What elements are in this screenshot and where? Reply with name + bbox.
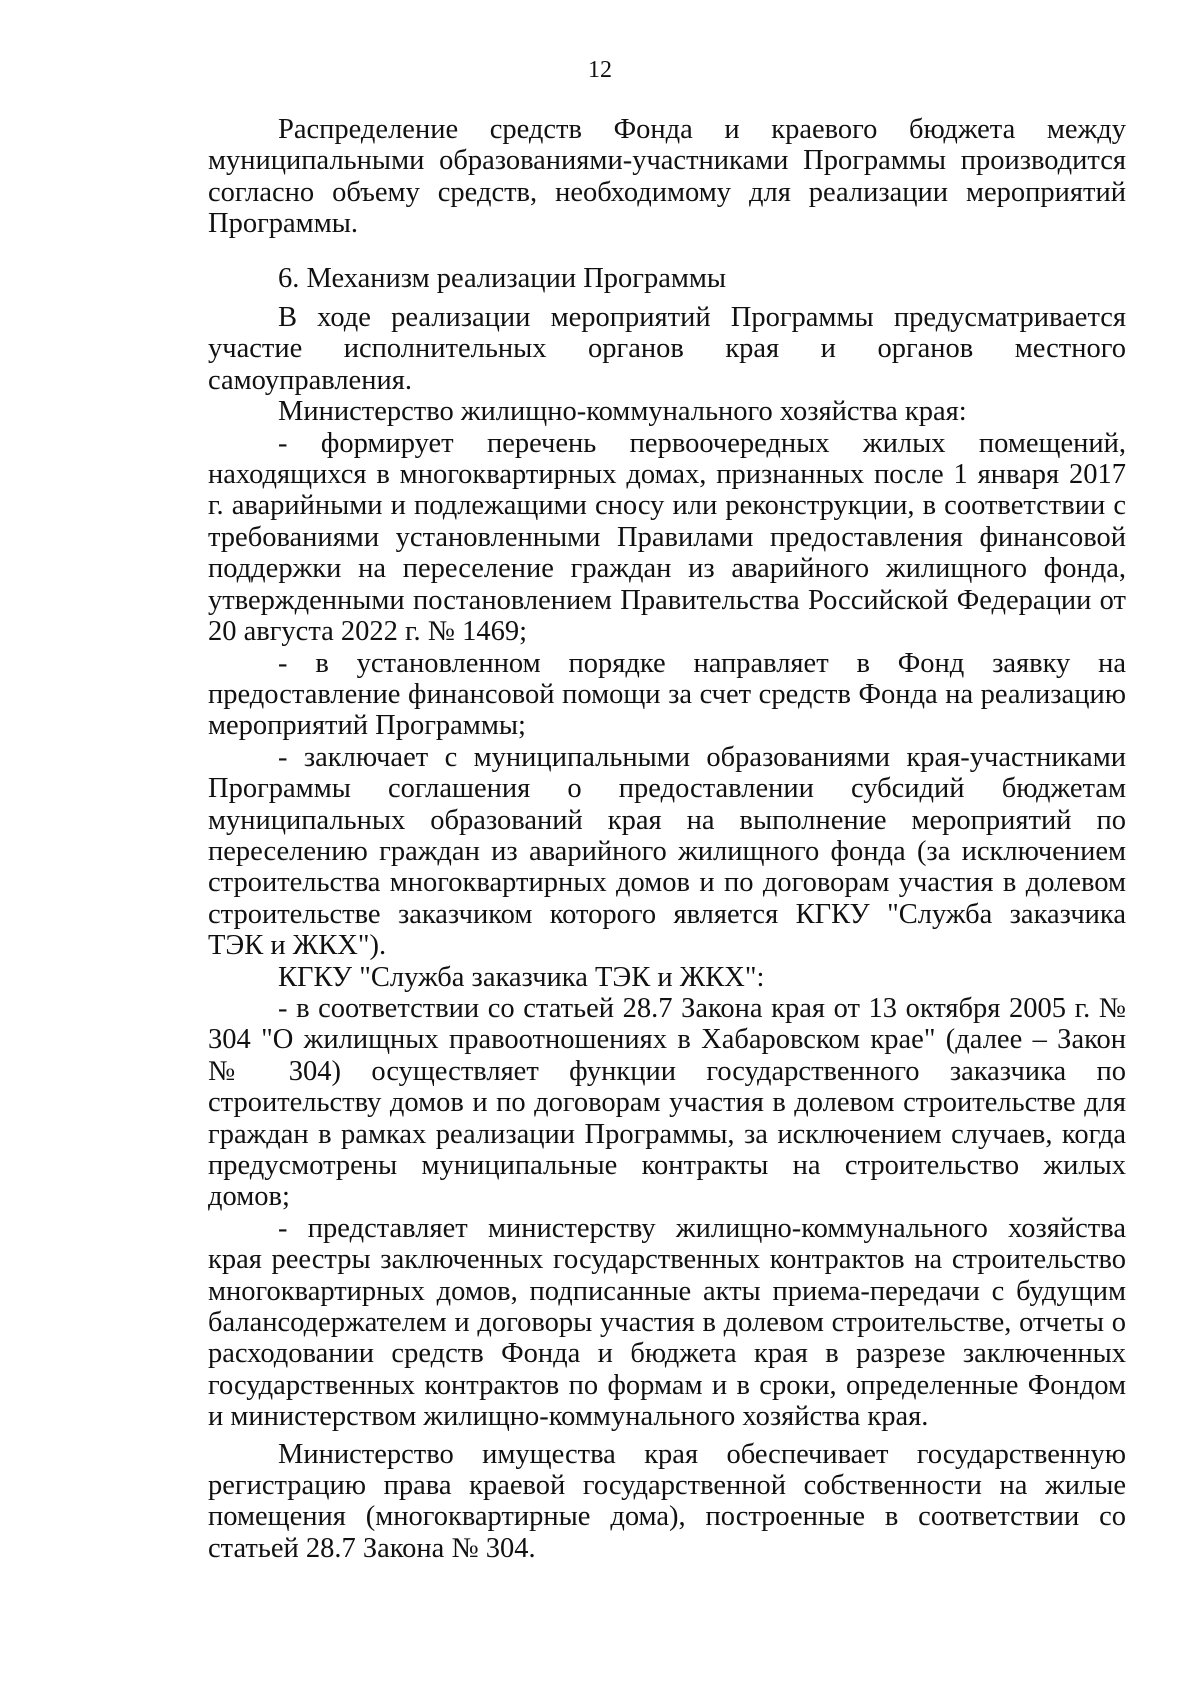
paragraph-participants: В ходе реализации мероприятий Программы предусматривается участие исполнительных органов края и органов местного самоуправления.: [208, 302, 1126, 396]
list-item-submits-registers: - представляет министерству жилищно-коммунального хозяйства края реестры заключенных государственных контрактов на строительство многоквартирных домов, подписанные акты приема-передачи с будущим балансодержателем и договоры участия в долевом строительстве, отчеты о расходовании средств Фонда и бюджета края в разрезе заключенных государственных контрактов по формам и в сроки, определенные Фондом и министерством жилищно-коммунального хозяйства края.: [208, 1212, 1126, 1433]
paragraph-fund-distribution: Распределение средств Фонда и краевого бюджета между муниципальными образованиями-участниками Программы производится согласно объему средств, необходимому для реализации мероприятий Программы.: [208, 114, 1126, 240]
list-item-state-customer: - в соответствии со статьей 28.7 Закона края от 13 октября 2005 г. № 304 "О жилищных правоотношениях в Хабаровском крае" (далее – Закон № 304) осуществляет функции государственного заказчика по строительству домов и по договорам участия в долевом строительстве для граждан в рамках реализации Программы, за исключением случаев, когда предусмотрены муниципальные контракты на строительство жилых домов;: [208, 992, 1126, 1213]
paragraph-customer-service: КГКУ "Служба заказчика ТЭК и ЖКХ":: [278, 961, 765, 993]
page-number: 12: [588, 57, 612, 83]
section-heading: 6. Механизм реализации Программы: [278, 262, 727, 294]
paragraph-ministry-housing: Министерство жилищно-коммунального хозяйства края:: [278, 396, 967, 428]
document-body: [208, 114, 1126, 1564]
list-item-sends-application: - в установленном порядке направляет в Фонд заявку на предоставление финансовой помощи за счет средств Фонда на реализацию мероприятий Программы;: [208, 647, 1126, 742]
list-item-concludes-agreements: - заключает с муниципальными образованиями края-участниками Программы соглашения о предоставлении субсидий бюджетам муниципальных образований края на выполнение мероприятий по переселению граждан из аварийного жилищного фонда (за исключением строительства многоквартирных домов и по договорам участия в долевом строительстве заказчиком которого является КГКУ "Служба заказчика ТЭК и ЖКХ").: [208, 741, 1126, 962]
list-item-forms-list: - формирует перечень первоочередных жилых помещений, находящихся в многоквартирных домах, признанных после 1 января 2017 г. аварийными и подлежащими сносу или реконструкции, в соответствии с требованиями установленными Правилами предоставления финансовой поддержки на переселение граждан из аварийного жилищного фонда, утвержденными постановлением Правительства Российской Федерации от 20 августа 2022 г. № 1469;: [208, 427, 1126, 648]
paragraph-ministry-property: Министерство имущества края обеспечивает государственную регистрацию права краевой государственной собственности на жилые помещения (многоквартирные дома), построенные в соответствии со статьей 28.7 Закона № 304.: [208, 1438, 1126, 1564]
